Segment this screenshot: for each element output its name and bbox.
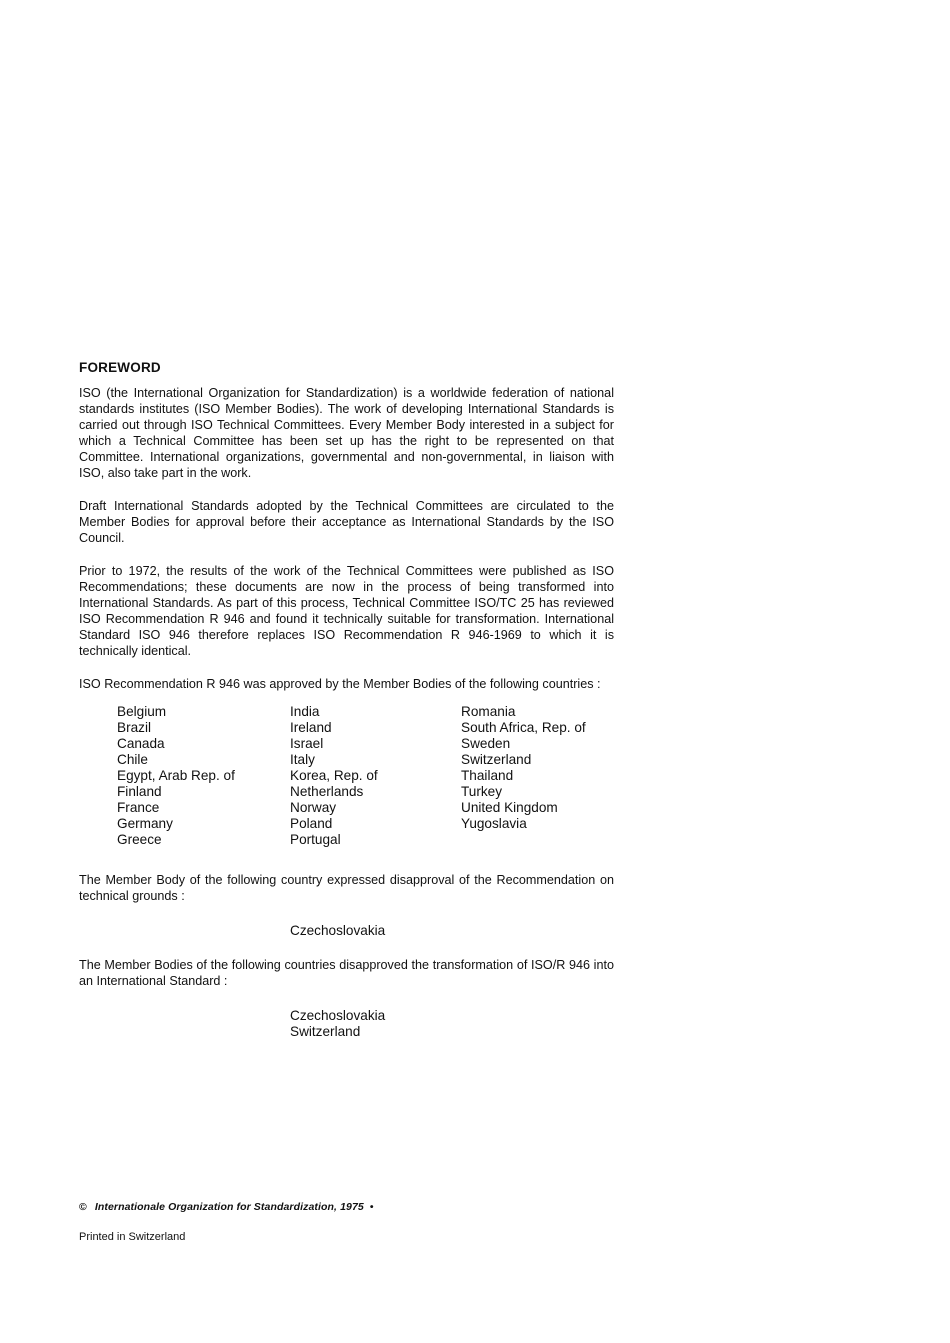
copyright-text: Internationale Organization for Standardization, 1975 [94, 1201, 364, 1213]
country-item: Italy [290, 752, 315, 767]
country-item: Egypt, Arab Rep. of [117, 768, 235, 783]
country-item: Germany [117, 816, 173, 831]
country-item: Israel [290, 736, 324, 751]
country-item: South Africa, Rep. of [461, 720, 586, 735]
country-item: Switzerland [461, 752, 532, 767]
country-item: Thailand [461, 768, 514, 783]
country-item: Yugoslavia [461, 816, 527, 831]
foreword-section [79, 360, 614, 1058]
country-item: Poland [290, 816, 333, 831]
countries-column-3 [461, 704, 586, 832]
country-item: Korea, Rep. of [290, 768, 378, 783]
country-item: Romania [461, 704, 516, 719]
approving-countries-list [117, 704, 614, 854]
country-item: Chile [117, 752, 148, 767]
copyright-line [79, 1201, 374, 1213]
country-item: France [117, 800, 160, 815]
country-item: Brazil [117, 720, 151, 735]
foreword-heading: FOREWORD [79, 360, 161, 375]
country-item: Switzerland [290, 1024, 361, 1039]
country-item: Belgium [117, 704, 167, 719]
country-item: Turkey [461, 784, 503, 799]
paragraph-approval-intro: ISO Recommendation R 946 was approved by the Member Bodies of the following countries : [79, 677, 601, 691]
country-item: United Kingdom [461, 800, 558, 815]
country-item: Sweden [461, 736, 511, 751]
country-item: India [290, 704, 320, 719]
transformation-countries-list [290, 1008, 614, 1040]
paragraph-draft-standards: Draft International Standards adopted by the Technical Committees are circulated to the Member Bodies for approval before their acceptance as International Standards by the ISO Council. [79, 499, 614, 545]
country-item: Norway [290, 800, 337, 815]
paragraph-disapproval: The Member Body of the following country expressed disapproval of the Recommendation on technical grounds : [79, 873, 614, 903]
paragraph-transformation-disapproval: The Member Bodies of the following countries disapproved the transformation of ISO/R 946 into an International Standard : [79, 958, 614, 988]
country-item: Czechoslovakia [290, 1008, 386, 1023]
printed-in-line: Printed in Switzerland [79, 1231, 186, 1243]
countries-column-1 [117, 704, 235, 848]
copyright-symbol: © [79, 1201, 87, 1213]
bullet-icon: • [369, 1201, 374, 1213]
country-item: Greece [117, 832, 162, 847]
countries-column-2 [290, 704, 378, 848]
paragraph-iso-intro: ISO (the International Organization for Standardization) is a worldwide federation of national standards institutes (ISO Member Bodies). The work of developing International Standards is carried out through ISO Technical Committees. Every Member Body interested in a subject for which a Technical Committee has been set up has the right to be represented on that Committee. International organizations, governmental and non-governmental, in liaison with ISO, also take part in the work. [79, 386, 614, 480]
country-item: Netherlands [290, 784, 364, 799]
disapproval-countries-list [290, 923, 614, 939]
paragraph-prior-1972: Prior to 1972, the results of the work of the Technical Committees were published as ISO Recommendations; these documents are now in the process of being transformed into International Standards. As part of this process, Technical Committee ISO/TC 25 has reviewed ISO Recommendation R 946 and found it technically suitable for transformation. International Standard ISO 946 therefore replaces ISO Recommendation R 946-1969 to which it is technically identical. [79, 564, 614, 658]
country-item: Canada [117, 736, 165, 751]
country-item: Czechoslovakia [290, 923, 386, 938]
country-item: Portugal [290, 832, 341, 847]
country-item: Finland [117, 784, 162, 799]
country-item: Ireland [290, 720, 332, 735]
